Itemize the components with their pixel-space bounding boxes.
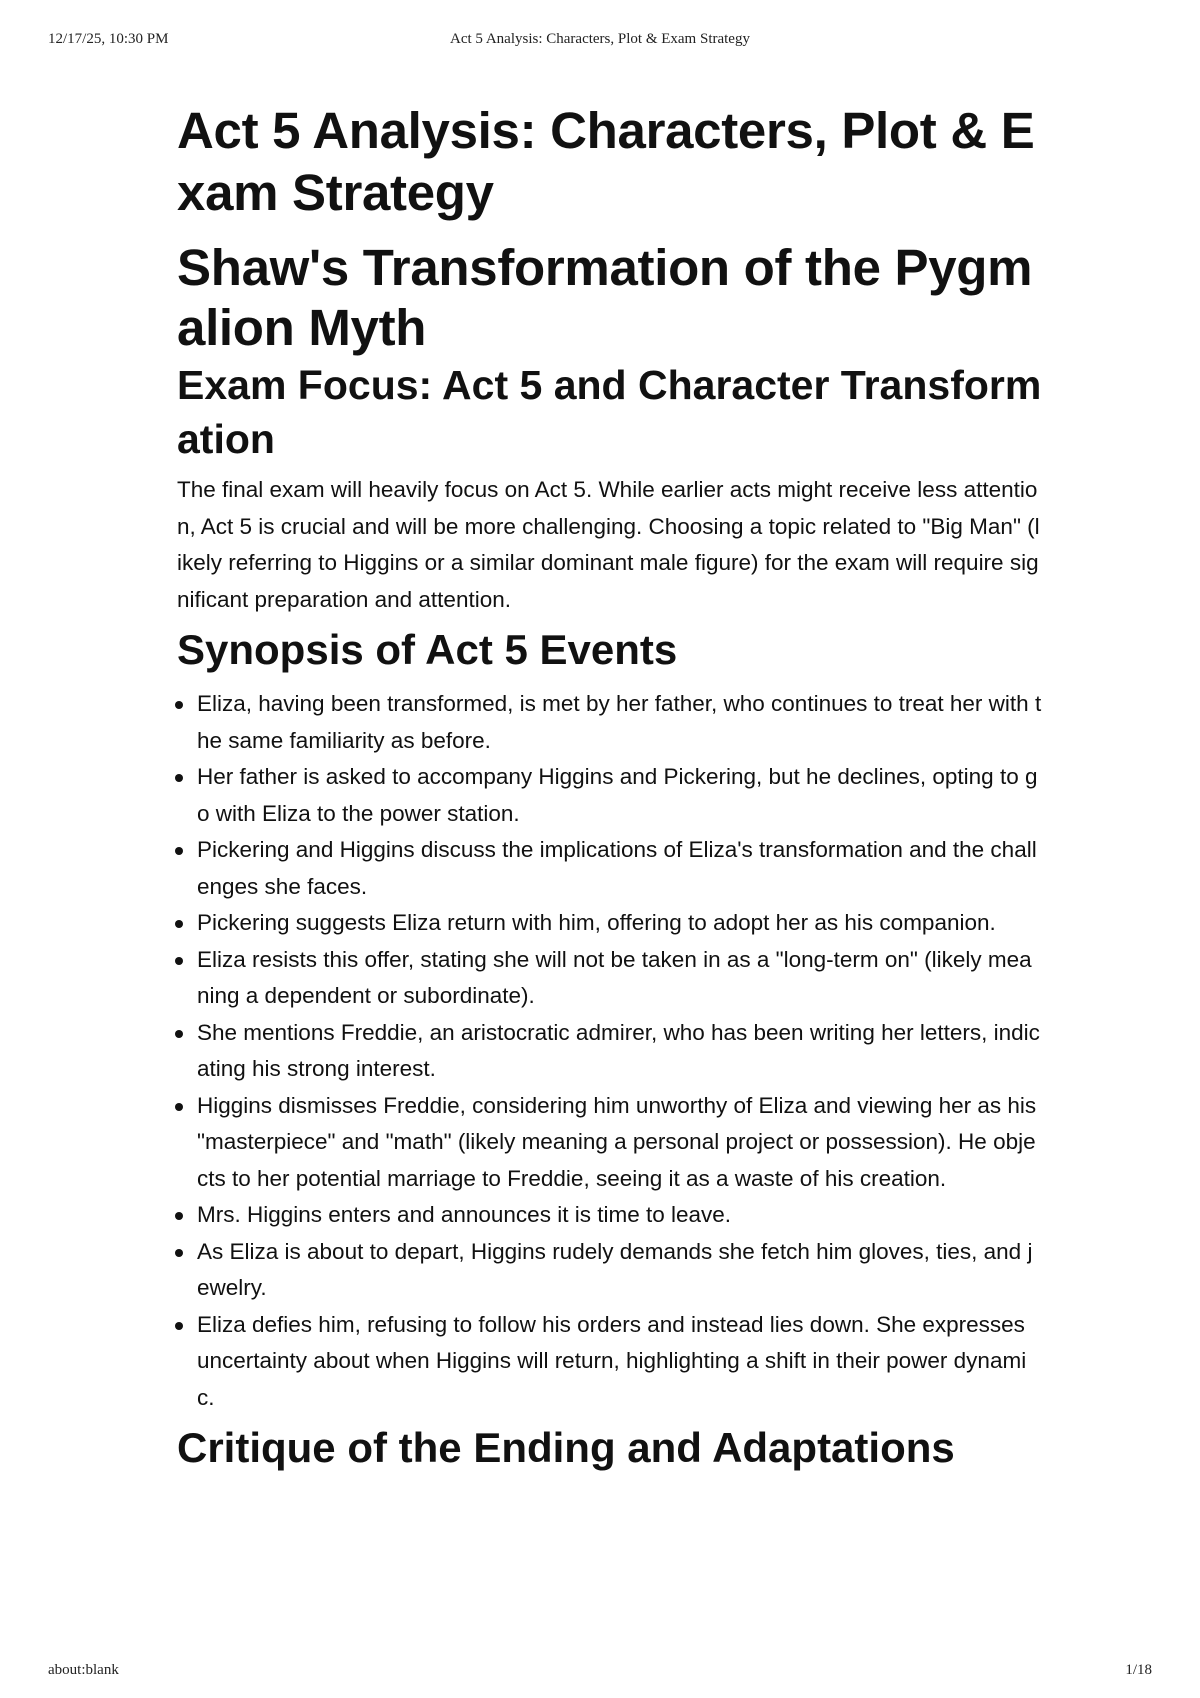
bullet-icon	[175, 920, 183, 928]
list-item	[177, 1234, 1043, 1307]
list-item	[177, 1197, 1043, 1234]
bullet-icon	[175, 1249, 183, 1257]
synopsis-list	[177, 686, 1043, 1416]
bullet-icon	[175, 1212, 183, 1220]
list-item	[177, 759, 1043, 832]
exam-focus-heading: Exam Focus: Act 5 and Character Transformation	[177, 362, 1042, 462]
document-content	[177, 100, 1043, 1476]
list-item	[177, 942, 1043, 1015]
print-footer	[48, 1662, 1152, 1684]
bullet-icon	[175, 774, 183, 782]
bullet-icon	[175, 1322, 183, 1330]
bullet-icon	[175, 957, 183, 965]
list-item	[177, 686, 1043, 759]
list-item-text: Mrs. Higgins enters and announces it is time to leave.	[197, 1202, 732, 1227]
list-item-text: Eliza defies him, refusing to follow his orders and instead lies down. She expresses uncertainty about when Higgins will return, highlighting a shift in their power dynamic.	[197, 1311, 1027, 1410]
print-header	[48, 31, 1152, 53]
list-item-text: She mentions Freddie, an aristocratic admirer, who has been writing her letters, indicating his strong interest.	[197, 1019, 1040, 1081]
list-item	[177, 832, 1043, 905]
bullet-icon	[175, 847, 183, 855]
bullet-icon	[175, 1103, 183, 1111]
exam-focus-paragraph: The final exam will heavily focus on Act 5. While earlier acts might receive less attention, Act 5 is crucial and will be more challenging. Choosing a topic related to "Big Man" (likely referring to Higgins or a similar dominant male figure) for the exam will require significant preparation and attention.	[177, 477, 1040, 612]
page-number: 1/18	[1125, 1662, 1152, 1678]
list-item	[177, 905, 1043, 942]
print-url: about:blank	[48, 1662, 119, 1678]
list-item-text: Eliza, having been transformed, is met by her father, who continues to treat her with the same familiarity as before.	[197, 691, 1042, 753]
list-item-text: As Eliza is about to depart, Higgins rudely demands she fetch him gloves, ties, and jewelry.	[197, 1238, 1033, 1300]
list-item	[177, 1088, 1043, 1198]
list-item-text: Higgins dismisses Freddie, considering him unworthy of Eliza and viewing her as his "masterpiece" and "math" (likely meaning a personal project or possession). He objects to her potential marriage to Freddie, seeing it as a waste of his creation.	[197, 1092, 1037, 1191]
list-item	[177, 1307, 1043, 1417]
print-page-title: Act 5 Analysis: Characters, Plot & Exam Strategy	[450, 31, 750, 47]
list-item-text: Pickering and Higgins discuss the implications of Eliza's transformation and the challenges she faces.	[197, 837, 1037, 899]
list-item	[177, 1015, 1043, 1088]
bullet-icon	[175, 701, 183, 709]
critique-heading: Critique of the Ending and Adaptations	[177, 1424, 955, 1471]
list-item-text: Eliza resists this offer, stating she will not be taken in as a "long-term on" (likely meaning a dependent or subordinate).	[197, 946, 1032, 1008]
synopsis-heading: Synopsis of Act 5 Events	[177, 626, 678, 673]
list-item-text: Pickering suggests Eliza return with him, offering to adopt her as his companion.	[197, 910, 996, 935]
print-date: 12/17/25, 10:30 PM	[48, 31, 169, 47]
list-item-text: Her father is asked to accompany Higgins and Pickering, but he declines, opting to go with Eliza to the power station.	[197, 764, 1038, 826]
section-title: Shaw's Transformation of the Pygmalion Myth	[177, 239, 1033, 356]
bullet-icon	[175, 1030, 183, 1038]
document-title: Act 5 Analysis: Characters, Plot & Exam Strategy	[177, 102, 1035, 221]
